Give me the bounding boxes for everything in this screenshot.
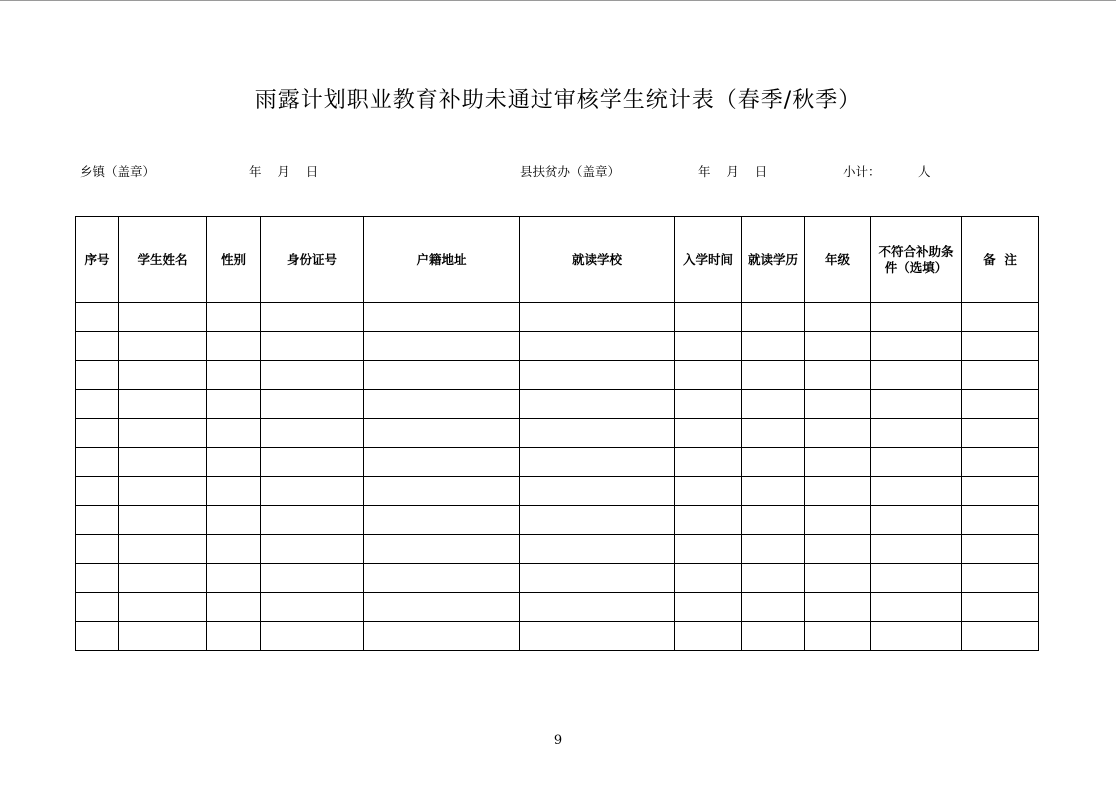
table-cell[interactable] — [742, 419, 805, 448]
table-cell[interactable] — [962, 535, 1039, 564]
table-cell[interactable] — [207, 622, 261, 651]
table-row — [76, 535, 1039, 564]
township-seal-label: 乡镇（盖章） — [80, 164, 156, 179]
table-cell[interactable] — [76, 419, 119, 448]
table-cell[interactable] — [520, 448, 675, 477]
table-cell[interactable] — [805, 419, 871, 448]
table-cell[interactable] — [119, 535, 207, 564]
table-cell[interactable] — [962, 419, 1039, 448]
table-cell[interactable] — [364, 332, 520, 361]
table-cell[interactable] — [364, 390, 520, 419]
table-cell[interactable] — [675, 506, 742, 535]
table-row — [76, 332, 1039, 361]
table-cell[interactable] — [675, 303, 742, 332]
table-cell[interactable] — [76, 593, 119, 622]
table-cell[interactable] — [742, 361, 805, 390]
table-cell[interactable] — [805, 506, 871, 535]
table-cell[interactable] — [364, 535, 520, 564]
table-cell[interactable] — [76, 535, 119, 564]
table-cell[interactable] — [119, 419, 207, 448]
table-cell[interactable] — [261, 506, 364, 535]
table-cell[interactable] — [520, 390, 675, 419]
table-cell[interactable] — [261, 390, 364, 419]
table-cell[interactable] — [871, 419, 962, 448]
table-cell[interactable] — [119, 303, 207, 332]
table-cell[interactable] — [871, 390, 962, 419]
table-cell[interactable] — [261, 303, 364, 332]
table-cell[interactable] — [364, 622, 520, 651]
county-office-seal-label: 县扶贫办（盖章） — [520, 164, 621, 179]
table-cell[interactable] — [261, 622, 364, 651]
table-cell[interactable] — [805, 564, 871, 593]
table-cell[interactable] — [962, 622, 1039, 651]
table-cell[interactable] — [520, 303, 675, 332]
table-cell[interactable] — [207, 593, 261, 622]
table-cell[interactable] — [742, 390, 805, 419]
county-date-label: 年 月 日 — [698, 164, 768, 179]
table-cell[interactable] — [119, 593, 207, 622]
table-cell[interactable] — [207, 506, 261, 535]
header-household-address: 户籍地址 — [364, 217, 520, 303]
table-cell[interactable] — [805, 448, 871, 477]
table-cell[interactable] — [962, 303, 1039, 332]
table-cell[interactable] — [962, 332, 1039, 361]
table-cell[interactable] — [207, 390, 261, 419]
page-number: 9 — [553, 733, 563, 748]
table-cell[interactable] — [76, 564, 119, 593]
table-cell[interactable] — [871, 477, 962, 506]
table-cell[interactable] — [207, 419, 261, 448]
table-cell[interactable] — [119, 390, 207, 419]
table-cell[interactable] — [119, 564, 207, 593]
table-cell[interactable] — [207, 564, 261, 593]
table-cell[interactable] — [805, 332, 871, 361]
header-education-level: 就读学历 — [742, 217, 805, 303]
table-cell[interactable] — [962, 477, 1039, 506]
table-cell[interactable] — [805, 622, 871, 651]
top-border-line — [0, 0, 1116, 1]
table-cell[interactable] — [675, 419, 742, 448]
table-cell[interactable] — [675, 593, 742, 622]
header-grade: 年级 — [805, 217, 871, 303]
table-cell[interactable] — [261, 477, 364, 506]
table-cell[interactable] — [871, 622, 962, 651]
table-row — [76, 506, 1039, 535]
table-cell[interactable] — [742, 564, 805, 593]
table-row — [76, 593, 1039, 622]
table-cell[interactable] — [520, 535, 675, 564]
table-cell[interactable] — [364, 564, 520, 593]
table-row — [76, 564, 1039, 593]
table-cell[interactable] — [675, 361, 742, 390]
table-row — [76, 448, 1039, 477]
table-cell[interactable] — [520, 622, 675, 651]
table-cell[interactable] — [675, 477, 742, 506]
table-cell[interactable] — [871, 593, 962, 622]
table-cell[interactable] — [742, 593, 805, 622]
table-cell[interactable] — [520, 332, 675, 361]
table-cell[interactable] — [805, 361, 871, 390]
table-cell[interactable] — [76, 303, 119, 332]
table-cell[interactable] — [675, 390, 742, 419]
table-cell[interactable] — [261, 419, 364, 448]
table-cell[interactable] — [207, 535, 261, 564]
table-cell[interactable] — [520, 419, 675, 448]
table-cell[interactable] — [76, 622, 119, 651]
table-cell[interactable] — [364, 593, 520, 622]
table-cell[interactable] — [261, 332, 364, 361]
table-cell[interactable] — [520, 593, 675, 622]
table-cell[interactable] — [742, 506, 805, 535]
table-cell[interactable] — [261, 593, 364, 622]
table-row — [76, 390, 1039, 419]
subtotal-label: 小计： — [843, 164, 881, 179]
table-cell[interactable] — [364, 477, 520, 506]
table-cell[interactable] — [119, 361, 207, 390]
table-cell[interactable] — [261, 448, 364, 477]
table-cell[interactable] — [119, 477, 207, 506]
township-date-label: 年 月 日 — [249, 164, 319, 179]
table-cell[interactable] — [742, 448, 805, 477]
table-cell[interactable] — [364, 506, 520, 535]
table-cell[interactable] — [962, 564, 1039, 593]
table-cell[interactable] — [364, 419, 520, 448]
table-cell[interactable] — [364, 448, 520, 477]
student-statistics-table — [75, 216, 1039, 651]
table-cell[interactable] — [207, 332, 261, 361]
table-cell[interactable] — [119, 448, 207, 477]
table-row — [76, 419, 1039, 448]
header-remarks: 备 注 — [962, 217, 1039, 303]
table-cell[interactable] — [520, 361, 675, 390]
table-cell[interactable] — [76, 477, 119, 506]
table-cell[interactable] — [675, 622, 742, 651]
table-cell[interactable] — [261, 564, 364, 593]
table-cell[interactable] — [207, 448, 261, 477]
table-cell[interactable] — [119, 506, 207, 535]
table-cell[interactable] — [675, 448, 742, 477]
table-cell[interactable] — [742, 303, 805, 332]
document-title: 雨露计划职业教育补助未通过审核学生统计表（春季/秋季） — [254, 88, 862, 113]
table-header-row — [76, 217, 1039, 303]
table-row — [76, 361, 1039, 390]
table-cell[interactable] — [742, 332, 805, 361]
table-cell[interactable] — [871, 332, 962, 361]
table-cell[interactable] — [962, 506, 1039, 535]
table-row — [76, 477, 1039, 506]
header-gender: 性别 — [207, 217, 261, 303]
header-school: 就读学校 — [520, 217, 675, 303]
table-cell[interactable] — [805, 593, 871, 622]
table-cell[interactable] — [675, 535, 742, 564]
table-cell[interactable] — [364, 303, 520, 332]
table-cell[interactable] — [119, 332, 207, 361]
table-cell[interactable] — [871, 448, 962, 477]
table-cell[interactable] — [871, 535, 962, 564]
table-row — [76, 303, 1039, 332]
table-cell[interactable] — [805, 477, 871, 506]
table-cell[interactable] — [364, 361, 520, 390]
table-row — [76, 622, 1039, 651]
table-cell[interactable] — [805, 390, 871, 419]
table-cell[interactable] — [871, 506, 962, 535]
table-cell[interactable] — [76, 390, 119, 419]
table-body — [76, 303, 1039, 651]
subtotal-unit: 人 — [918, 164, 931, 179]
table-cell[interactable] — [962, 593, 1039, 622]
header-id-number: 身份证号 — [261, 217, 364, 303]
table-cell[interactable] — [207, 303, 261, 332]
table-cell[interactable] — [742, 535, 805, 564]
table-cell[interactable] — [520, 506, 675, 535]
table-cell[interactable] — [207, 361, 261, 390]
table-cell[interactable] — [520, 564, 675, 593]
table-cell[interactable] — [675, 564, 742, 593]
table-cell[interactable] — [962, 361, 1039, 390]
header-serial-number: 序号 — [76, 217, 119, 303]
table-cell[interactable] — [520, 477, 675, 506]
table-cell[interactable] — [962, 448, 1039, 477]
table-cell[interactable] — [805, 535, 871, 564]
table-cell[interactable] — [261, 535, 364, 564]
table-cell[interactable] — [76, 448, 119, 477]
table-cell[interactable] — [76, 506, 119, 535]
header-ineligible-reason: 不符合补助条件（选填） — [871, 217, 962, 303]
table-cell[interactable] — [119, 622, 207, 651]
table-cell[interactable] — [76, 332, 119, 361]
table-cell[interactable] — [871, 361, 962, 390]
table-cell[interactable] — [261, 361, 364, 390]
table-cell[interactable] — [742, 622, 805, 651]
table-cell[interactable] — [675, 332, 742, 361]
table-cell[interactable] — [962, 390, 1039, 419]
table-cell[interactable] — [871, 303, 962, 332]
table-cell[interactable] — [805, 303, 871, 332]
table-cell[interactable] — [871, 564, 962, 593]
table-cell[interactable] — [742, 477, 805, 506]
table-cell[interactable] — [207, 477, 261, 506]
header-student-name: 学生姓名 — [119, 217, 207, 303]
header-enrollment-time: 入学时间 — [675, 217, 742, 303]
table-cell[interactable] — [76, 361, 119, 390]
